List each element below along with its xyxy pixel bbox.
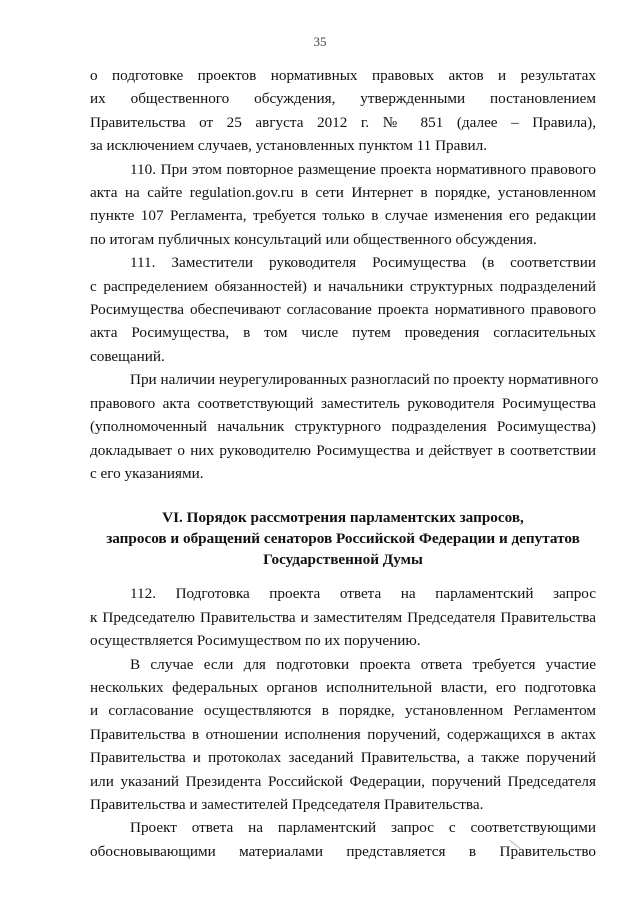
paragraph-line: или указаний Президента Российской Федерации, поручений Председателя xyxy=(90,772,596,790)
paragraph xyxy=(90,251,596,368)
paragraph-line: Правительства и заместителей Председателя Правительства. xyxy=(90,795,484,813)
paragraph-line: Росимущества обеспечивают согласование проекта нормативного правового xyxy=(90,301,596,319)
section-heading-line: Государственной Думы xyxy=(263,551,423,569)
paragraph-line: 110. При этом повторное размещение проекта нормативного правового xyxy=(130,160,596,178)
paragraph-line: о подготовке проектов нормативных правовых актов и результатах xyxy=(90,67,596,84)
paragraph-line: Правительства и протоколах заседаний Правительства, а также поручений xyxy=(90,749,596,767)
paragraph-line: совещаний. xyxy=(90,347,165,365)
paragraph xyxy=(90,653,596,817)
paragraph xyxy=(90,158,596,252)
paragraph-line: и согласование осуществляются в порядке, установленном Регламентом xyxy=(90,702,596,720)
paragraph-line: В случае если для подготовки проекта ответа требуется участие xyxy=(130,655,596,673)
paragraph xyxy=(90,368,599,485)
paragraph-line: Правительства от 25 августа 2012 г. № 851 (далее – Правила), xyxy=(90,113,596,131)
paragraph-line: нескольких федеральных органов исполнительной власти, его подготовка xyxy=(90,678,596,696)
paragraph-line: к Председателю Правительства и заместителям Председателя Правительства xyxy=(90,608,596,626)
paragraph-line: правового акта соответствующий заместитель руководителя Росимущества xyxy=(90,394,596,412)
paragraph xyxy=(90,582,596,652)
paragraph-line: 112. Подготовка проекта ответа на парламентский запрос xyxy=(130,585,596,603)
paragraphs-before-heading xyxy=(90,64,599,485)
paragraph-line: их общественного обсуждения, утвержденными постановлением xyxy=(90,90,596,108)
section-heading-line: запросов и обращений сенаторов Российской Федерации и депутатов xyxy=(106,530,580,548)
document-body xyxy=(90,64,599,863)
section-heading xyxy=(90,507,596,570)
paragraph-line: При наличии неурегулированных разногласий по проекту нормативного xyxy=(130,371,599,389)
paragraph-line: акта Росимущества, в том числе путем проведения согласительных xyxy=(90,324,596,342)
paragraph-line: по итогам публичных консультаций или общественного обсуждения. xyxy=(90,230,537,248)
paragraphs-after-heading xyxy=(90,582,596,863)
paragraph xyxy=(90,816,596,863)
paragraph-line: пункте 107 Регламента, требуется только в случае изменения его редакции xyxy=(90,207,596,225)
paragraph-line: Правительства в отношении исполнения поручений, содержащихся в актах xyxy=(90,725,596,743)
paragraph-line: за исключением случаев, установленных пунктом 11 Правил. xyxy=(90,137,488,155)
paragraph-line: обосновывающими материалами представляется в Правительство xyxy=(90,842,596,860)
page-number: 35 xyxy=(313,34,327,49)
paragraph-line: (уполномоченный начальник структурного подразделения Росимущества) xyxy=(90,418,596,436)
paragraph-line: с его указаниями. xyxy=(90,464,204,482)
paragraph-line: акта на сайте regulation.gov.ru в сети Интернет в порядке, установленном xyxy=(90,184,596,202)
paragraph-line: 111. Заместители руководителя Росимущества (в соответствии xyxy=(130,254,596,272)
paragraph-line: осуществляется Росимуществом по их поручению. xyxy=(90,632,421,650)
section-heading-line: VI. Порядок рассмотрения парламентских запросов, xyxy=(162,509,524,527)
paragraph-line: Проект ответа на парламентский запрос с соответствующими xyxy=(130,819,596,837)
paragraph-line: с распределением обязанностей) и начальники структурных подразделений xyxy=(90,277,596,295)
paragraph-line: докладывает о них руководителю Росимущества и действует в соответствии xyxy=(90,441,596,459)
paragraph xyxy=(90,64,596,158)
